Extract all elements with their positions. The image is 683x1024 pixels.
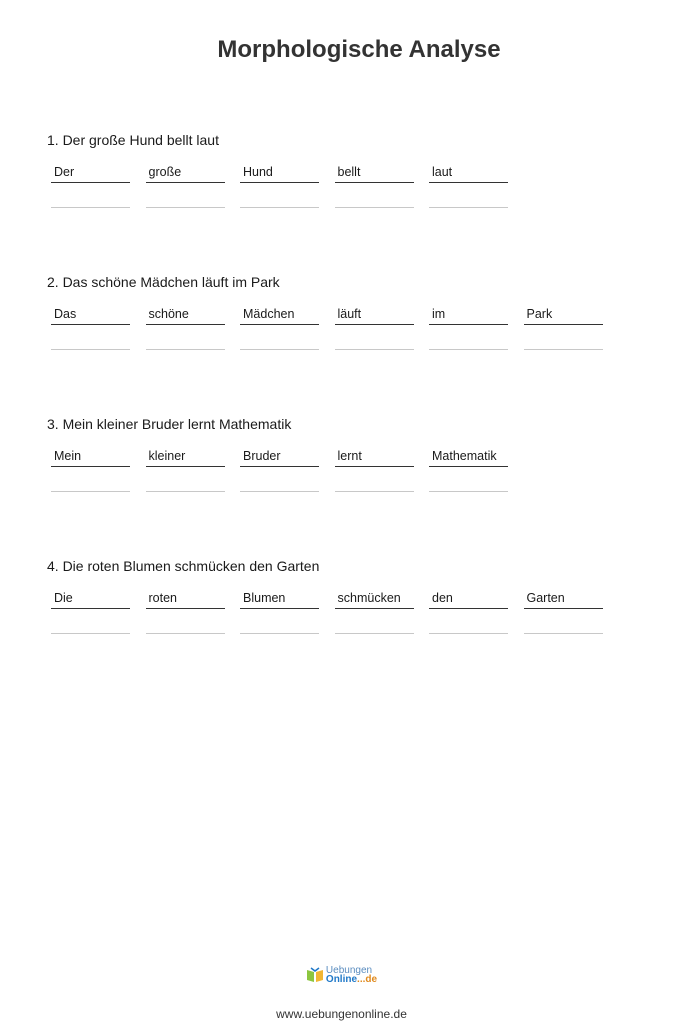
logo-text-top: Uebungen (325, 965, 373, 976)
word-row (47, 150, 647, 230)
exercise-heading: 2. Das schöne Mädchen läuft im Park (47, 274, 280, 290)
word-label: bellt (335, 164, 414, 183)
word-label: lernt (335, 448, 414, 467)
logo-text-online: Online (325, 974, 358, 985)
answer-line[interactable] (429, 633, 508, 634)
word-cell (146, 434, 225, 492)
word-label: schmücken (335, 590, 414, 609)
answer-line[interactable] (335, 349, 414, 350)
word-label: Bruder (240, 448, 319, 467)
logo-text-suffix: ...de (357, 974, 378, 985)
word-label: laut (429, 164, 508, 183)
word-cell (51, 292, 130, 350)
answer-line[interactable] (240, 207, 319, 208)
word-cell (429, 434, 508, 492)
answer-line[interactable] (51, 349, 130, 350)
word-label: schöne (146, 306, 225, 325)
word-cell (524, 292, 603, 350)
exercise-heading: 3. Mein kleiner Bruder lernt Mathematik (47, 416, 292, 432)
page-title: Morphologische Analyse (217, 36, 501, 63)
exercise-3 (47, 414, 647, 514)
word-cell (240, 292, 319, 350)
word-cell (240, 434, 319, 492)
answer-line[interactable] (51, 491, 130, 492)
answer-line[interactable] (240, 349, 319, 350)
word-label: große (146, 164, 225, 183)
logo-text-bottom (326, 975, 377, 984)
word-cell (335, 150, 414, 208)
word-label: Mein (51, 448, 130, 467)
word-label: Hund (240, 164, 319, 183)
word-cell (146, 150, 225, 208)
exercise-2 (47, 272, 647, 372)
word-label: kleiner (146, 448, 225, 467)
answer-line[interactable] (335, 207, 414, 208)
word-cell (51, 434, 130, 492)
answer-line[interactable] (240, 491, 319, 492)
answer-line[interactable] (51, 207, 130, 208)
answer-line[interactable] (429, 491, 508, 492)
brand-logo (0, 966, 683, 994)
word-cell (146, 292, 225, 350)
word-cell (429, 576, 508, 634)
exercise-1 (47, 130, 647, 230)
answer-line[interactable] (240, 633, 319, 634)
word-cell (524, 576, 603, 634)
answer-line[interactable] (335, 491, 414, 492)
word-cell (335, 292, 414, 350)
word-row (47, 292, 647, 372)
word-label: Der (51, 164, 130, 183)
book-logo-icon (306, 967, 324, 983)
word-label: Blumen (240, 590, 319, 609)
word-cell (240, 576, 319, 634)
word-cell (335, 434, 414, 492)
word-cell (146, 576, 225, 634)
word-label: Mathematik (429, 448, 508, 467)
answer-line[interactable] (51, 633, 130, 634)
answer-line[interactable] (524, 633, 603, 634)
word-label: Das (51, 306, 130, 325)
exercise-heading: 4. Die roten Blumen schmücken den Garten (47, 558, 320, 574)
word-label: den (429, 590, 508, 609)
footer-url[interactable]: www.uebungenonline.de (276, 1007, 407, 1021)
word-label: Garten (524, 590, 603, 609)
word-cell (429, 150, 508, 208)
word-label: Mädchen (240, 306, 319, 325)
word-cell (429, 292, 508, 350)
answer-line[interactable] (146, 633, 225, 634)
answer-line[interactable] (146, 207, 225, 208)
answer-line[interactable] (335, 633, 414, 634)
exercise-4 (47, 556, 647, 656)
word-cell (51, 576, 130, 634)
answer-line[interactable] (146, 349, 225, 350)
word-label: läuft (335, 306, 414, 325)
answer-line[interactable] (429, 207, 508, 208)
word-label: im (429, 306, 508, 325)
answer-line[interactable] (524, 349, 603, 350)
word-cell (335, 576, 414, 634)
answer-line[interactable] (429, 349, 508, 350)
word-label: Park (524, 306, 603, 325)
word-row (47, 576, 647, 656)
word-cell (240, 150, 319, 208)
word-label: roten (146, 590, 225, 609)
answer-line[interactable] (146, 491, 225, 492)
exercise-heading: 1. Der große Hund bellt laut (47, 132, 219, 148)
word-row (47, 434, 647, 514)
word-cell (51, 150, 130, 208)
word-label: Die (51, 590, 130, 609)
